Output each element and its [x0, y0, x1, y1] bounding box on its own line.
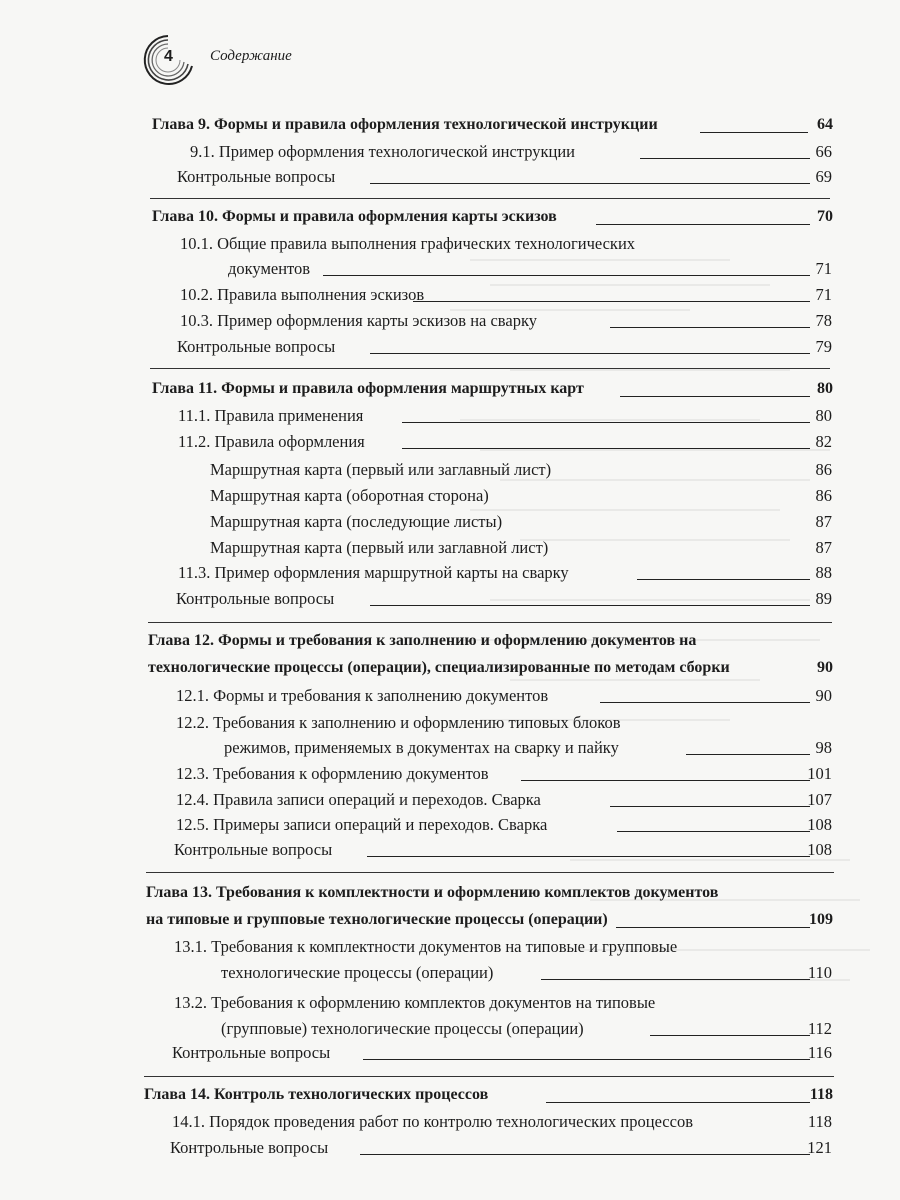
chapter-13-page: 109: [809, 911, 833, 928]
chapter-13-title: Глава 13. Требования к комплектности и оформлению комплектов документов: [146, 884, 719, 901]
chapter-12-title: Глава 12. Формы и требования к заполнению и оформлению документов на: [148, 632, 697, 649]
toc-entry-page: 112: [807, 1019, 832, 1038]
toc-entry: 12.4. Правила записи операций и переходов. Сварка: [176, 790, 541, 809]
chapter-9-page: 64: [817, 116, 833, 133]
chapter-12-page: 90: [817, 659, 833, 676]
chapter-14-title: Глава 14. Контроль технологических процессов: [144, 1086, 489, 1103]
chapter-9-title: Глава 9. Формы и правила оформления технологической инструкции: [152, 116, 658, 133]
toc-entry: Маршрутная карта (первый или заглавной лист): [210, 538, 549, 557]
chapter-10-page: 70: [817, 208, 833, 225]
toc-entry-continuation: документов: [228, 259, 311, 278]
dot-leader: [413, 301, 810, 302]
toc-entry: 11.2. Правила оформления: [178, 432, 365, 451]
toc-entry-page: 110: [807, 963, 832, 982]
toc-entry-page: 79: [815, 337, 832, 356]
chapter-14-page: 118: [809, 1086, 833, 1103]
toc-entry: 12.3. Требования к оформлению документов: [176, 764, 489, 783]
divider: [148, 622, 832, 623]
chapter-11-page: 80: [817, 380, 833, 397]
toc-entry-page: 87: [815, 538, 832, 557]
toc-entry: 12.2. Требования к заполнению и оформлению типовых блоков: [176, 713, 621, 732]
dot-leader: [402, 422, 810, 423]
toc-entry: 10.1. Общие правила выполнения графических технологических: [180, 234, 636, 253]
toc-entry: 9.1. Пример оформления технологической инструкции: [190, 142, 576, 161]
section-title: Содержание: [210, 48, 292, 64]
dot-leader: [367, 856, 810, 857]
divider: [150, 368, 830, 369]
toc-entry: Контрольные вопросы: [176, 589, 335, 608]
toc-entry-page: 98: [815, 738, 832, 757]
dot-leader: [370, 183, 810, 184]
toc-entry-page: 78: [815, 311, 832, 330]
toc-entry-continuation: (групповые) технологические процессы (операции): [221, 1019, 584, 1038]
toc-entry-page: 107: [807, 790, 832, 809]
toc-entry-page: 71: [815, 285, 832, 304]
dot-leader: [323, 275, 810, 276]
toc-entry: 12.5. Примеры записи операций и переходов. Сварка: [176, 815, 548, 834]
toc-entry-page: 86: [815, 486, 832, 505]
toc-entry: Контрольные вопросы: [174, 840, 333, 859]
toc-entry: 13.2. Требования к оформлению комплектов документов на типовые: [174, 993, 656, 1012]
toc-entry-page: 89: [815, 589, 832, 608]
toc-entry-page: 121: [807, 1138, 832, 1157]
chapter-13-title-continuation: на типовые и групповые технологические процессы (операции): [146, 911, 608, 928]
dot-leader: [546, 1102, 810, 1103]
divider: [146, 872, 834, 873]
toc-entry: Маршрутная карта (первый или заглавный лист): [210, 460, 552, 479]
toc-entry: 14.1. Порядок проведения работ по контролю технологических процессов: [172, 1112, 693, 1131]
toc-entry: 11.1. Правила применения: [178, 406, 364, 425]
toc-entry-page: 116: [807, 1043, 832, 1062]
dot-leader: [541, 979, 810, 980]
toc-entry-page: 82: [815, 432, 832, 451]
toc-entry-page: 118: [807, 1112, 832, 1131]
dot-leader: [360, 1154, 810, 1155]
toc-entry: 12.1. Формы и требования к заполнению документов: [176, 686, 549, 705]
dot-leader: [370, 353, 810, 354]
chapter-12-title-continuation: технологические процессы (операции), специализированные по методам сборки: [148, 659, 730, 676]
toc-entry-page: 88: [815, 563, 832, 582]
toc-entry: Контрольные вопросы: [177, 167, 336, 186]
toc-entry-page: 80: [815, 406, 832, 425]
toc-entry: 11.3. Пример оформления маршрутной карты на сварку: [178, 563, 569, 582]
page-number: 4: [164, 48, 173, 65]
dot-leader: [402, 448, 810, 449]
divider: [150, 198, 830, 199]
toc-entry: Контрольные вопросы: [177, 337, 336, 356]
toc-entry-page: 87: [815, 512, 832, 531]
dot-leader: [370, 605, 810, 606]
toc-entry: Маршрутная карта (оборотная сторона): [210, 486, 489, 505]
toc-entry-page: 86: [815, 460, 832, 479]
toc-entry: Маршрутная карта (последующие листы): [210, 512, 503, 531]
toc-entry-page: 69: [815, 167, 832, 186]
toc-entry-page: 108: [807, 815, 832, 834]
toc-entry: Контрольные вопросы: [172, 1043, 331, 1062]
toc-entry: Контрольные вопросы: [170, 1138, 329, 1157]
toc-entry-page: 90: [815, 686, 832, 705]
dot-leader: [363, 1059, 810, 1060]
dot-leader: [521, 780, 810, 781]
toc-entry: 10.3. Пример оформления карты эскизов на сварку: [180, 311, 537, 330]
toc-entry-page: 108: [807, 840, 832, 859]
divider: [144, 1076, 834, 1077]
toc-entry: 10.2. Правила выполнения эскизов: [180, 285, 425, 304]
toc-entry-page: 66: [815, 142, 832, 161]
toc-entry-continuation: режимов, применяемых в документах на сварку и пайку: [224, 738, 619, 757]
toc-entry: 13.1. Требования к комплектности документов на типовые и групповые: [174, 937, 678, 956]
toc-entry-continuation: технологические процессы (операции): [221, 963, 494, 982]
toc-entry-page: 101: [807, 764, 832, 783]
chapter-11-title: Глава 11. Формы и правила оформления маршрутных карт: [152, 380, 584, 397]
chapter-10-title: Глава 10. Формы и правила оформления карты эскизов: [152, 208, 557, 225]
toc-entry-page: 71: [815, 259, 832, 278]
